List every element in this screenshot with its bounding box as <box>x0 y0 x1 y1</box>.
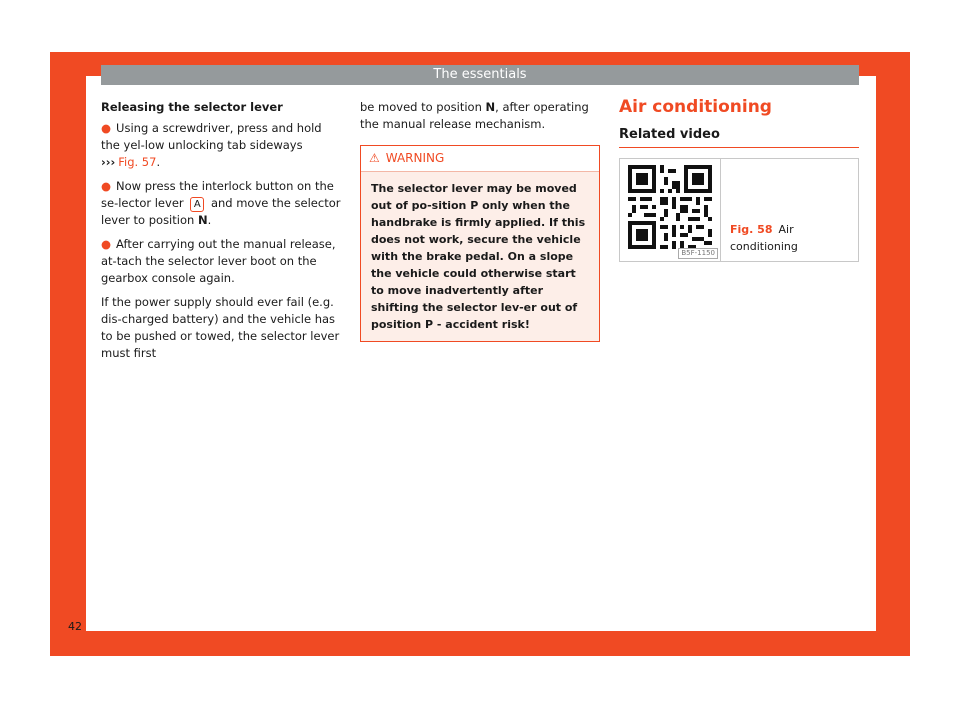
bullet-icon: ● <box>101 237 112 251</box>
reference-arrow-icon: ››› <box>101 155 116 169</box>
section-subtitle: Related video <box>619 126 859 148</box>
section-title: Air conditioning <box>619 97 772 117</box>
bullet-icon: ● <box>101 121 112 135</box>
subheading: Releasing the selector lever <box>101 100 283 114</box>
warning-box <box>360 145 600 342</box>
callout-badge: A <box>190 197 204 212</box>
paragraph: If the power supply should ever fail (e.g. dis-charged battery) and the vehicle has to be pushed or towed, the selector lever must first <box>101 295 340 360</box>
qr-frame[interactable] <box>620 159 721 261</box>
bullet-item: ● After carrying out the manual release, at-tach the selector lever boot on the gearbox console again. <box>101 237 336 285</box>
warning-text: The selector lever may be moved out of po-sition P only when the handbrake is firmly applied. If this does not work, secure the vehicle with the brake pedal. On a slope the vehicle could otherwise start to move inadvertently after shifting the selector lev-er out of position P - accident risk! <box>371 182 586 331</box>
figure-caption: Fig. 58 Air conditioning <box>730 223 798 253</box>
bullet-item: ● Using a screwdriver, press and hold the yel-low unlocking tab sideways ››› Fig. 57. <box>101 121 322 169</box>
figure-code-label: B5F-1150 <box>678 248 718 259</box>
figure <box>619 158 859 262</box>
figure-reference-link[interactable]: Fig. 57 <box>118 155 157 169</box>
left-column <box>101 99 341 369</box>
page-number: 42 <box>68 620 82 633</box>
qr-code-icon[interactable] <box>628 165 712 249</box>
warning-triangle-icon: ⚠ <box>369 151 380 165</box>
section-header: The essentials <box>101 65 859 85</box>
right-column <box>619 99 859 262</box>
bullet-item: ● Now press the interlock button on the se-lector lever A and move the selector lever to position N. <box>101 179 341 227</box>
bullet-icon: ● <box>101 179 112 193</box>
warning-header: ⚠ WARNING <box>361 146 599 172</box>
paragraph: be moved to position N, after operating the manual release mechanism. <box>360 100 589 131</box>
figure-number: Fig. 58 <box>730 223 773 236</box>
middle-column <box>360 99 600 342</box>
